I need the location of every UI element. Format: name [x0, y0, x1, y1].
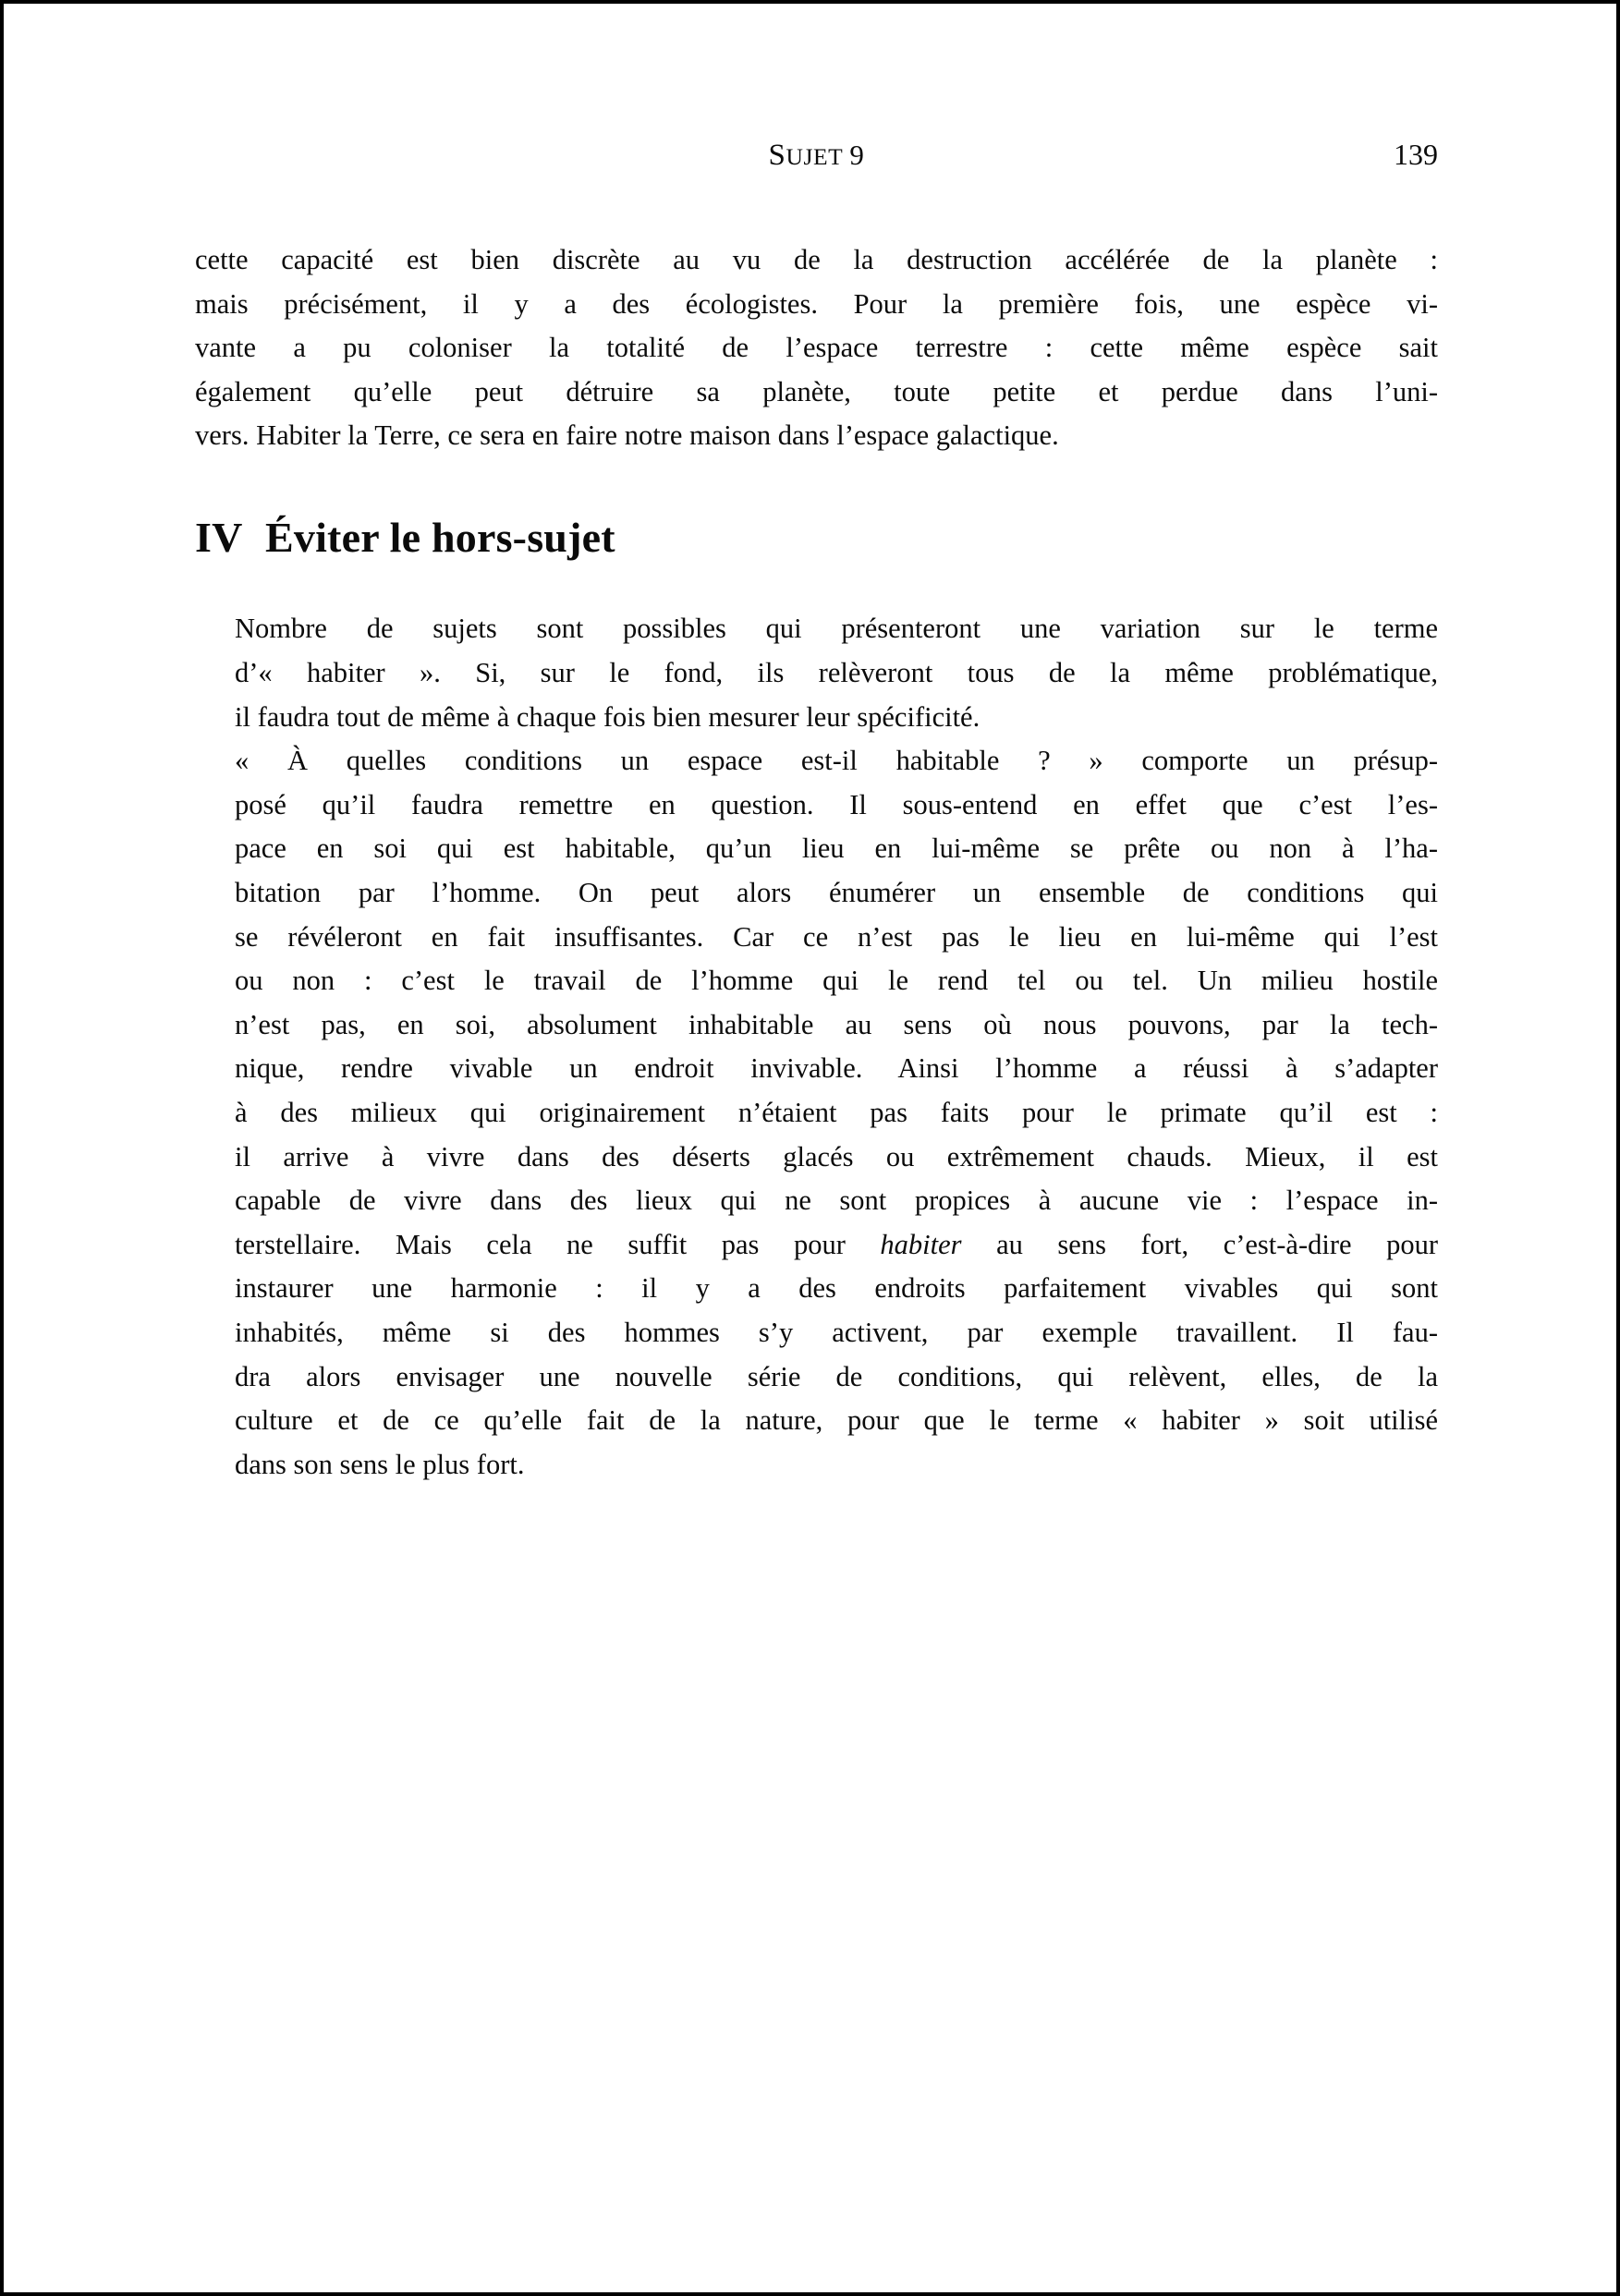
text-line: ou non : c’est le travail de l’homme qui le rend tel ou tel. Un milieu hostile [235, 965, 1438, 997]
text-line: également qu’elle peut détruire sa planète, toute petite et perdue dans l’uni- [195, 375, 1438, 407]
text-line: Nombre de sujets sont possibles qui présenteront une variation sur le terme [235, 613, 1438, 645]
page-number: 139 [1394, 138, 1438, 171]
text-line: cette capacité est bien discrète au vu de la destruction accélérée de la planète : [195, 244, 1438, 275]
text-line: dra alors envisager une nouvelle série de conditions, qui relèvent, elles, de la [235, 1360, 1438, 1392]
page-body [195, 238, 1438, 1487]
section-heading [195, 514, 1438, 562]
text-line: il arrive à vivre dans des déserts glacés ou extrêmement chauds. Mieux, il est [235, 1140, 1438, 1172]
text-line: se révéleront en fait insuffisantes. Car ce n’est pas le lieu en lui-même qui l’est [235, 920, 1438, 953]
line-text-prefix: terstellaire. Mais cela ne suffit pas pour [235, 1228, 881, 1260]
text-line: d’« habiter ». Si, sur le fond, ils relèveront tous de la même problématique, [235, 657, 1438, 689]
section-number: IV [195, 513, 243, 561]
text-line: inhabités, même si des hommes s’y activent, par exemple travaillent. Il fau- [235, 1316, 1438, 1348]
running-head [195, 140, 1438, 205]
page-content-column [195, 4, 1438, 1487]
text-line: instaurer une harmonie : il y a des endroits parfaitement vivables qui sont [235, 1272, 1438, 1305]
text-line: vers. Habiter la Terre, ce sera en faire notre maison dans l’espace galactique. [195, 419, 1059, 452]
text-line: il faudra tout de même à chaque fois bien mesurer leur spécificité. [235, 700, 981, 733]
running-head-title [769, 140, 865, 171]
text-line: n’est pas, en soi, absolument inhabitable au sens où nous pouvons, par la tech- [235, 1008, 1438, 1040]
running-head-title-smallcaps: UJET [786, 143, 844, 170]
spacer-after-heading [195, 561, 1438, 607]
running-head-title-cap: S [768, 139, 786, 172]
line-text-suffix: au sens fort, c’est-à-dire pour [961, 1228, 1438, 1260]
running-head-title-number: 9 [849, 139, 865, 171]
text-line: culture et de ce qu’elle fait de la nature, pour que le terme « habiter » soit utilisé [235, 1404, 1438, 1437]
text-line: dans son sens le plus fort. [235, 1448, 525, 1480]
paragraph-continuation [195, 238, 1438, 458]
emphasized-word: habiter [880, 1228, 962, 1260]
text-line: « À quelles conditions un espace est-il habitable ? » comporte un présup- [235, 745, 1438, 777]
text-line: à des milieux qui originairement n’étaient pas faits pour le primate qu’il est : [235, 1097, 1438, 1129]
text-line: bitation par l’homme. On peut alors énumérer un ensemble de conditions qui [235, 877, 1438, 909]
text-line: capable de vivre dans des lieux qui ne sont propices à aucune vie : l’espace in- [235, 1184, 1438, 1217]
text-line: vante a pu coloniser la totalité de l’espace terrestre : cette même espèce sait [195, 332, 1438, 364]
paragraph-body [195, 607, 1438, 739]
text-line: mais précisément, il y a des écologistes. Pour la première fois, une espèce vi- [195, 287, 1438, 320]
section-title: Éviter le hors-sujet [265, 513, 615, 561]
text-line-with-emphasis [195, 1223, 1438, 1268]
paragraph-body [195, 739, 1438, 1487]
spacer-before-heading [195, 458, 1438, 514]
text-line: nique, rendre vivable un endroit invivable. Ainsi l’homme a réussi à s’adapter [235, 1052, 1438, 1085]
text-line: posé qu’il faudra remettre en question. Il sous-entend en effet que c’est l’es- [235, 788, 1438, 820]
text-line: pace en soi qui est habitable, qu’un lieu en lui-même se prête ou non à l’ha- [235, 832, 1438, 865]
